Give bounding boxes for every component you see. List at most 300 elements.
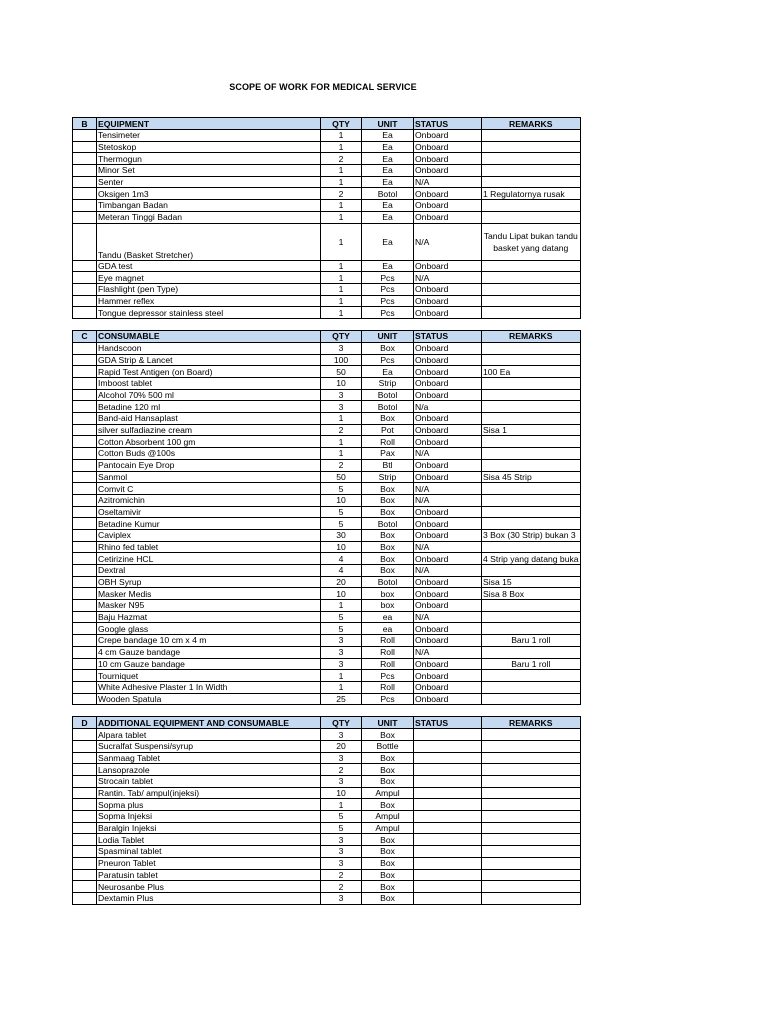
item-qty: 5: [321, 506, 362, 518]
item-unit: Ea: [362, 165, 414, 177]
section-spacer: [73, 318, 581, 330]
page-title: SCOPE OF WORK FOR MEDICAL SERVICE: [229, 82, 417, 92]
item-unit: Pcs: [362, 693, 414, 705]
status-header: STATUS: [414, 118, 482, 130]
item-name: Timbangan Badan: [97, 200, 321, 212]
table-row: [73, 200, 581, 212]
item-status: Onboard: [414, 366, 482, 378]
item-qty: 5: [321, 822, 362, 834]
item-name: Eye magnet: [97, 272, 321, 284]
item-name: silver sulfadiazine cream: [97, 424, 321, 436]
item-unit: Box: [362, 869, 414, 881]
item-name: GDA test: [97, 260, 321, 272]
item-name: Sucralfat Suspensi/syrup: [97, 740, 321, 752]
item-qty: 3: [321, 729, 362, 741]
table-row: [73, 541, 581, 553]
item-unit: Box: [362, 764, 414, 776]
section-gutter-cell: [73, 799, 97, 811]
item-name: Betadine 120 ml: [97, 401, 321, 413]
table-row: [73, 272, 581, 284]
item-status: Onboard: [414, 354, 482, 366]
section-gutter-cell: [73, 283, 97, 295]
table-row: [73, 188, 581, 200]
item-status: N/a: [414, 401, 482, 413]
item-name: Paratusin tablet: [97, 869, 321, 881]
item-unit: Botol: [362, 188, 414, 200]
item-remarks: [482, 623, 581, 635]
item-remarks: [482, 130, 581, 142]
item-unit: Ea: [362, 260, 414, 272]
item-status: Onboard: [414, 658, 482, 670]
section-gutter-cell: [73, 658, 97, 670]
item-status: Onboard: [414, 188, 482, 200]
item-qty: 1: [321, 681, 362, 693]
item-status: [414, 752, 482, 764]
item-name: Minor Set: [97, 165, 321, 177]
item-qty: 3: [321, 658, 362, 670]
item-unit: ea: [362, 623, 414, 635]
section-gutter-cell: [73, 459, 97, 471]
item-unit: Box: [362, 752, 414, 764]
item-remarks: [482, 869, 581, 881]
item-qty: 3: [321, 892, 362, 904]
table-row: [73, 693, 581, 705]
item-unit: Pcs: [362, 295, 414, 307]
item-status: N/A: [414, 483, 482, 495]
item-status: N/A: [414, 176, 482, 188]
table-row: [73, 611, 581, 623]
item-remarks: [482, 295, 581, 307]
item-unit: ea: [362, 611, 414, 623]
item-remarks: [482, 846, 581, 858]
table-row: [73, 436, 581, 448]
item-status: Onboard: [414, 211, 482, 223]
section-spacer: [73, 705, 581, 717]
item-qty: 5: [321, 611, 362, 623]
item-unit: Pcs: [362, 307, 414, 319]
item-remarks: [482, 459, 581, 471]
item-name: Strocain tablet: [97, 776, 321, 788]
item-qty: 2: [321, 153, 362, 165]
section-gutter-cell: [73, 565, 97, 577]
item-name: Spasminal tablet: [97, 846, 321, 858]
spacer-cell: [482, 705, 581, 717]
item-unit: Ea: [362, 211, 414, 223]
section-gutter-cell: [73, 881, 97, 893]
item-status: Onboard: [414, 424, 482, 436]
item-remarks: [482, 600, 581, 612]
item-remarks: [482, 200, 581, 212]
item-remarks: [482, 448, 581, 460]
item-name: Imboost tablet: [97, 378, 321, 390]
item-qty: 100: [321, 354, 362, 366]
item-unit: Box: [362, 892, 414, 904]
item-remarks: [482, 776, 581, 788]
item-status: N/A: [414, 272, 482, 284]
item-unit: Box: [362, 729, 414, 741]
item-unit: Ea: [362, 176, 414, 188]
item-unit: Ea: [362, 141, 414, 153]
section-gutter-cell: [73, 752, 97, 764]
item-unit: Pcs: [362, 670, 414, 682]
item-name: Betadine Kumur: [97, 518, 321, 530]
item-unit: Ea: [362, 130, 414, 142]
item-name: Rhino fed tablet: [97, 541, 321, 553]
item-unit: Btl: [362, 459, 414, 471]
spacer-cell: [414, 318, 482, 330]
item-name: Tandu (Basket Stretcher): [97, 223, 321, 260]
item-status: Onboard: [414, 529, 482, 541]
item-status: Onboard: [414, 681, 482, 693]
item-unit: Ampul: [362, 822, 414, 834]
item-remarks: 4 Strip yang datang buka: [483, 553, 579, 564]
item-name: Cotton Absorbent 100 gm: [97, 436, 321, 448]
item-status: [414, 846, 482, 858]
item-name: GDA Strip & Lancet: [97, 354, 321, 366]
table-row: [73, 576, 581, 588]
item-name: Wooden Spatula: [97, 693, 321, 705]
item-name: Comvit C: [97, 483, 321, 495]
item-status: [414, 881, 482, 893]
item-qty: 1: [321, 200, 362, 212]
item-unit: Ea: [362, 223, 414, 260]
table-row: [73, 588, 581, 600]
item-name: Pneuron Tablet: [97, 857, 321, 869]
section-gutter-cell: [73, 611, 97, 623]
item-qty: 10: [321, 787, 362, 799]
item-name: Pantocain Eye Drop: [97, 459, 321, 471]
item-qty: 1: [321, 141, 362, 153]
section-gutter-cell: [73, 448, 97, 460]
item-status: Onboard: [414, 471, 482, 483]
item-remarks: [482, 389, 581, 401]
item-remarks: [482, 811, 581, 823]
item-qty: 10: [321, 378, 362, 390]
item-qty: 1: [321, 176, 362, 188]
item-qty: 4: [321, 565, 362, 577]
item-unit: Botol: [362, 401, 414, 413]
item-remarks: [482, 646, 581, 658]
item-name: Azitromichin: [97, 494, 321, 506]
item-remarks: [482, 681, 581, 693]
item-qty: 3: [321, 834, 362, 846]
item-qty: 3: [321, 342, 362, 354]
item-name: Neurosanbe Plus: [97, 881, 321, 893]
item-remarks: [482, 354, 581, 366]
item-remarks: [482, 283, 581, 295]
item-unit: Strip: [362, 471, 414, 483]
section-gutter-cell: [73, 729, 97, 741]
table-row: [73, 130, 581, 142]
item-status: [414, 822, 482, 834]
item-remarks: Sisa 1: [482, 424, 581, 436]
item-remarks: [482, 494, 581, 506]
item-remarks: [482, 260, 581, 272]
item-status: [414, 764, 482, 776]
section-gutter-cell: [73, 200, 97, 212]
section-code: D: [73, 717, 97, 729]
item-remarks: Sisa 15: [482, 576, 581, 588]
item-qty: 50: [321, 366, 362, 378]
item-name: Rantin. Tab/ ampul(injeksi): [97, 787, 321, 799]
spacer-cell: [97, 318, 321, 330]
section-gutter-cell: [73, 130, 97, 142]
item-status: Onboard: [414, 553, 482, 565]
scope-of-work-table: [72, 117, 581, 904]
item-status: Onboard: [414, 518, 482, 530]
section-gutter-cell: [73, 600, 97, 612]
section-gutter-cell: [73, 787, 97, 799]
item-qty: 10: [321, 494, 362, 506]
item-qty: 3: [321, 752, 362, 764]
item-qty: 25: [321, 693, 362, 705]
spacer-cell: [73, 318, 97, 330]
item-unit: Ea: [362, 366, 414, 378]
section-title: ADDITIONAL EQUIPMENT AND CONSUMABLE: [97, 717, 321, 729]
item-unit: Botol: [362, 576, 414, 588]
item-remarks: [482, 342, 581, 354]
section-gutter-cell: [73, 272, 97, 284]
table-row: [73, 799, 581, 811]
section-gutter-cell: [73, 857, 97, 869]
item-name: Tourniquet: [97, 670, 321, 682]
item-remarks: [482, 413, 581, 425]
item-status: Onboard: [414, 165, 482, 177]
spacer-cell: [482, 318, 581, 330]
table-row: [73, 658, 581, 670]
item-qty: 20: [321, 740, 362, 752]
item-name: Meteran Tinggi Badan: [97, 211, 321, 223]
table-row: [73, 413, 581, 425]
item-qty: 30: [321, 529, 362, 541]
table-row: [73, 635, 581, 647]
section-code: C: [73, 330, 97, 342]
item-qty: 4: [321, 553, 362, 565]
item-remarks: [482, 752, 581, 764]
table-row: [73, 141, 581, 153]
item-status: [414, 799, 482, 811]
item-status: Onboard: [414, 635, 482, 647]
spacer-cell: [321, 705, 362, 717]
item-qty: 5: [321, 623, 362, 635]
item-status: [414, 834, 482, 846]
item-qty: 2: [321, 869, 362, 881]
table-row: [73, 506, 581, 518]
table-row: [73, 553, 581, 565]
section-title: CONSUMABLE: [97, 330, 321, 342]
item-name: Flashlight (pen Type): [97, 283, 321, 295]
item-name: Baju Hazmat: [97, 611, 321, 623]
item-qty: 3: [321, 635, 362, 647]
item-name: Masker N95: [97, 600, 321, 612]
item-remarks: [482, 693, 581, 705]
item-name: Oseltamivir: [97, 506, 321, 518]
section-gutter-cell: [73, 811, 97, 823]
item-status: Onboard: [414, 459, 482, 471]
item-qty: 10: [321, 588, 362, 600]
item-qty: 3: [321, 389, 362, 401]
item-name: Google glass: [97, 623, 321, 635]
item-qty: 1: [321, 130, 362, 142]
spacer-cell: [362, 318, 414, 330]
section-gutter-cell: [73, 529, 97, 541]
unit-header: UNIT: [362, 118, 414, 130]
item-qty: 1: [321, 448, 362, 460]
table-row: [73, 752, 581, 764]
item-name: Dextamin Plus: [97, 892, 321, 904]
table-row: [73, 822, 581, 834]
section-gutter-cell: [73, 176, 97, 188]
item-status: [414, 811, 482, 823]
item-unit: Box: [362, 553, 414, 565]
table-row: [73, 448, 581, 460]
section-code: B: [73, 118, 97, 130]
table-row: [73, 857, 581, 869]
table-row: [73, 223, 581, 260]
item-unit: Box: [362, 881, 414, 893]
item-unit: Botol: [362, 518, 414, 530]
section-gutter-cell: [73, 401, 97, 413]
section-gutter-cell: [73, 764, 97, 776]
item-remarks: [482, 764, 581, 776]
section-gutter-cell: [73, 378, 97, 390]
item-name: Cetirizine HCL: [97, 553, 321, 565]
item-remarks: [482, 857, 581, 869]
item-status: N/A: [414, 448, 482, 460]
table-row: [73, 459, 581, 471]
item-unit: Box: [362, 857, 414, 869]
item-remarks: [482, 436, 581, 448]
item-name: Tensimeter: [97, 130, 321, 142]
item-remarks: [482, 518, 581, 530]
item-remarks: [482, 153, 581, 165]
item-unit: Pcs: [362, 283, 414, 295]
section-gutter-cell: [73, 740, 97, 752]
section-gutter-cell: [73, 623, 97, 635]
section-gutter-cell: [73, 518, 97, 530]
section-gutter-cell: [73, 646, 97, 658]
table-row: [73, 153, 581, 165]
item-remarks: [482, 378, 581, 390]
item-name: Lansoprazole: [97, 764, 321, 776]
item-unit: Box: [362, 799, 414, 811]
item-status: Onboard: [414, 283, 482, 295]
section-gutter-cell: [73, 141, 97, 153]
item-qty: 2: [321, 188, 362, 200]
item-remarks: Sisa 45 Strip: [482, 471, 581, 483]
section-gutter-cell: [73, 307, 97, 319]
item-remarks: Baru 1 roll: [482, 635, 581, 647]
spacer-cell: [414, 705, 482, 717]
item-status: Onboard: [414, 600, 482, 612]
item-remarks: [482, 176, 581, 188]
status-header: STATUS: [414, 330, 482, 342]
table-row: [73, 366, 581, 378]
spacer-cell: [362, 705, 414, 717]
unit-header: UNIT: [362, 717, 414, 729]
item-remarks: [482, 211, 581, 223]
section-gutter-cell: [73, 869, 97, 881]
table-row: [73, 787, 581, 799]
item-name: Baralgin Injeksi: [97, 822, 321, 834]
item-status: Onboard: [414, 693, 482, 705]
item-name: Sopma plus: [97, 799, 321, 811]
item-remarks: [482, 307, 581, 319]
table-row: [73, 646, 581, 658]
item-name: Masker Medis: [97, 588, 321, 600]
table-row: [73, 424, 581, 436]
section-gutter-cell: [73, 295, 97, 307]
item-remarks: Sisa 8 Box: [482, 588, 581, 600]
item-qty: 2: [321, 881, 362, 893]
item-qty: 1: [321, 436, 362, 448]
item-qty: 1: [321, 260, 362, 272]
item-status: Onboard: [414, 130, 482, 142]
item-unit: Box: [362, 776, 414, 788]
table-row: [73, 354, 581, 366]
item-name: Cotton Buds @100s: [97, 448, 321, 460]
item-qty: 20: [321, 576, 362, 588]
item-unit: Box: [362, 846, 414, 858]
item-qty: 10: [321, 541, 362, 553]
table-row: [73, 401, 581, 413]
item-qty: 3: [321, 857, 362, 869]
item-status: Onboard: [414, 200, 482, 212]
item-remarks: Baru 1 roll: [482, 658, 581, 670]
item-qty: 2: [321, 424, 362, 436]
table-row: [73, 165, 581, 177]
item-name: Sopma Injeksi: [97, 811, 321, 823]
table-row: [73, 670, 581, 682]
item-qty: 1: [321, 272, 362, 284]
item-unit: box: [362, 600, 414, 612]
section-gutter-cell: [73, 223, 97, 260]
qty-header: QTY: [321, 118, 362, 130]
item-qty: 3: [321, 846, 362, 858]
item-remarks: [482, 506, 581, 518]
table-row: [73, 776, 581, 788]
section-gutter-cell: [73, 635, 97, 647]
item-qty: 1: [321, 799, 362, 811]
item-unit: Box: [362, 413, 414, 425]
item-status: N/A: [414, 494, 482, 506]
table-row: [73, 565, 581, 577]
section-gutter-cell: [73, 693, 97, 705]
table-row: [73, 176, 581, 188]
status-header: STATUS: [414, 717, 482, 729]
item-unit: Pot: [362, 424, 414, 436]
item-remarks: [482, 541, 581, 553]
table-row: [73, 529, 581, 541]
item-qty: 3: [321, 646, 362, 658]
item-qty: 1: [321, 223, 362, 260]
item-name: Dextral: [97, 565, 321, 577]
item-remarks: [482, 611, 581, 623]
item-status: Onboard: [414, 506, 482, 518]
table-row: [73, 471, 581, 483]
table-row: [73, 869, 581, 881]
item-status: N/A: [414, 565, 482, 577]
item-unit: Bottle: [362, 740, 414, 752]
item-status: Onboard: [414, 670, 482, 682]
item-remarks: [482, 822, 581, 834]
item-status: Onboard: [414, 378, 482, 390]
item-qty: 3: [321, 401, 362, 413]
table-row: [73, 764, 581, 776]
table-row: [73, 518, 581, 530]
qty-header: QTY: [321, 330, 362, 342]
item-status: Onboard: [414, 413, 482, 425]
